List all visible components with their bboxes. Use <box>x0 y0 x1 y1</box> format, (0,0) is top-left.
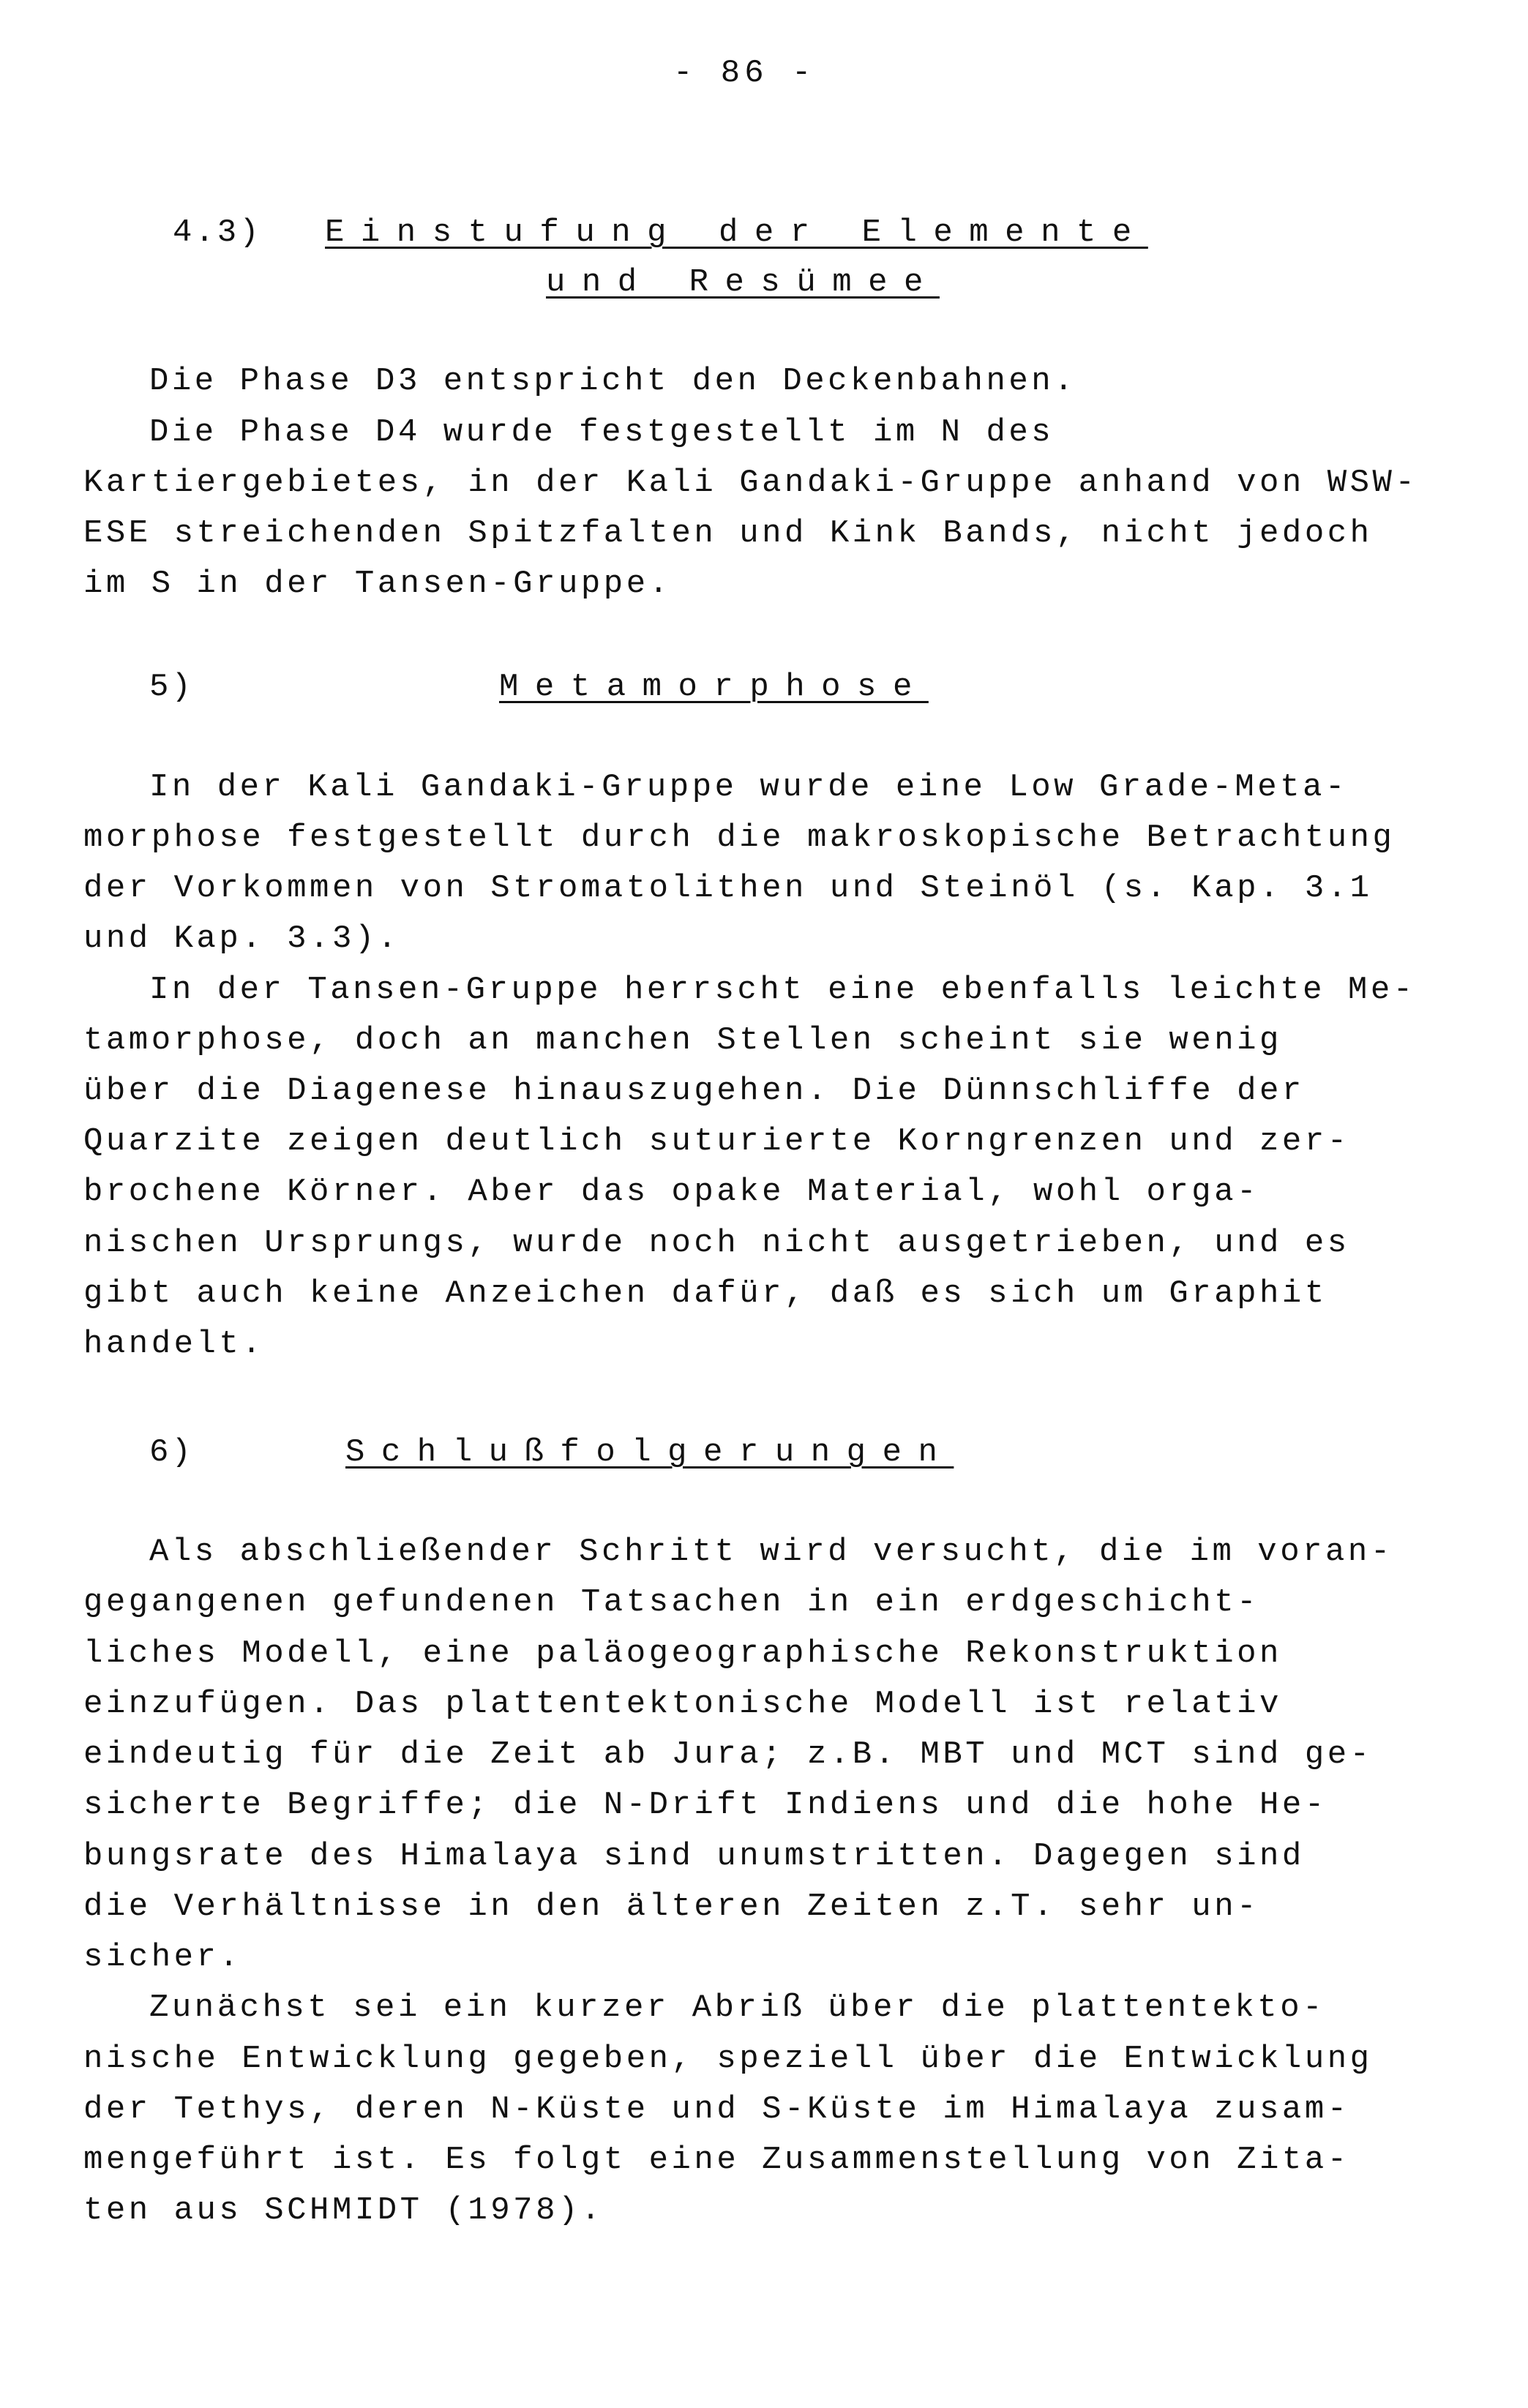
paragraph-line: ten aus SCHMIDT (1978). <box>83 2192 604 2229</box>
paragraph-line: brochene Körner. Aber das opake Material, wohl orga- <box>83 1174 1260 1210</box>
paragraph-line: im S in der Tansen-Gruppe. <box>83 566 672 602</box>
paragraph-line: Zunächst sei ein kurzer Abriß über die plattentekto- <box>149 1989 1326 2026</box>
paragraph-line: handelt. <box>83 1326 265 1362</box>
paragraph-line: liches Modell, eine paläogeographische Rekonstruktion <box>83 1635 1282 1672</box>
paragraph-line: Quarzite zeigen deutlich suturierte Korngrenzen und zer- <box>83 1123 1350 1160</box>
section-number-4-3: 4.3) <box>173 214 262 251</box>
paragraph-line: nische Entwicklung gegeben, speziell über die Entwicklung <box>83 2041 1373 2077</box>
paragraph-line: eindeutig für die Zeit ab Jura; z.B. MBT und MCT sind ge- <box>83 1736 1373 1773</box>
section-title-5: Metamorphose <box>499 669 929 705</box>
paragraph-line: der Tethys, deren N-Küste und S-Küste im Himalaya zusam- <box>83 2091 1350 2128</box>
paragraph-line: die Verhältnisse in den älteren Zeiten z.T. sehr un- <box>83 1888 1260 1925</box>
paragraph-line: sicherte Begriffe; die N-Drift Indiens und die hohe He- <box>83 1787 1327 1823</box>
paragraph-line: gegangenen gefundenen Tatsachen in ein erdgeschicht- <box>83 1584 1260 1621</box>
section-number-5: 5) <box>149 669 194 705</box>
paragraph-line: tamorphose, doch an manchen Stellen scheint sie wenig <box>83 1022 1282 1059</box>
paragraph-line: der Vorkommen von Stromatolithen und Steinöl (s. Kap. 3.1 <box>83 870 1373 907</box>
section-title-6: Schlußfolgerungen <box>345 1434 954 1471</box>
section-title-4-3-line2: und Resümee <box>546 264 940 301</box>
paragraph-line: über die Diagenese hinauszugehen. Die Dünnschliffe der <box>83 1073 1305 1109</box>
section-title-4-3-line1: Einstufung der Elemente <box>325 214 1148 251</box>
section-number-6: 6) <box>149 1434 194 1471</box>
paragraph-line: Als abschließender Schritt wird versucht, die im voran- <box>149 1534 1393 1570</box>
paragraph-line: In der Tansen-Gruppe herrscht eine ebenfalls leichte Me- <box>149 972 1416 1008</box>
paragraph-line: einzufügen. Das plattentektonische Modell ist relativ <box>83 1686 1282 1722</box>
page-number: - 86 - <box>673 55 816 91</box>
paragraph-line: mengeführt ist. Es folgt eine Zusammenstellung von Zita- <box>83 2142 1350 2178</box>
paragraph-line: Kartiergebietes, in der Kali Gandaki-Gruppe anhand von WSW- <box>83 465 1418 501</box>
paragraph-line: Die Phase D4 wurde festgestellt im N des <box>149 414 1055 451</box>
paragraph-line: ESE streichenden Spitzfalten und Kink Bands, nicht jedoch <box>83 515 1373 552</box>
paragraph-line: gibt auch keine Anzeichen dafür, daß es sich um Graphit <box>83 1275 1327 1312</box>
paragraph-line: sicher. <box>83 1939 242 1976</box>
paragraph-line: In der Kali Gandaki-Gruppe wurde eine Low Grade-Meta- <box>149 769 1348 806</box>
paragraph-line: Die Phase D3 entspricht den Deckenbahnen. <box>149 363 1077 400</box>
paragraph-line: morphose festgestellt durch die makroskopische Betrachtung <box>83 819 1396 856</box>
paragraph-line: und Kap. 3.3). <box>83 920 400 957</box>
paragraph-line: nischen Ursprungs, wurde noch nicht ausgetrieben, und es <box>83 1225 1350 1261</box>
paragraph-line: bungsrate des Himalaya sind unumstritten. Dagegen sind <box>83 1838 1305 1875</box>
